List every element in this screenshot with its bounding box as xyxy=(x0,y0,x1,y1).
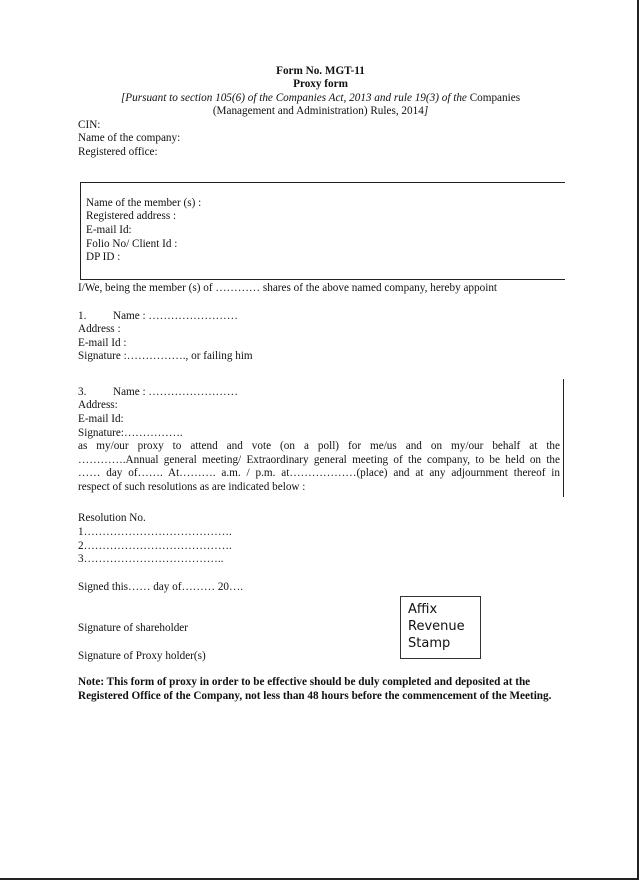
proxy3-number: 3. xyxy=(78,386,87,398)
member-address-label: Registered address : xyxy=(86,210,177,222)
member-folio-label: Folio No/ Client Id : xyxy=(86,238,178,250)
member-email-label: E-mail Id: xyxy=(86,224,132,236)
registered-office-label: Registered office: xyxy=(78,146,158,158)
form-rules-line xyxy=(0,105,641,119)
resolution-item: 2…………………………………. xyxy=(78,540,232,552)
member-name-label: Name of the member (s) : xyxy=(86,197,202,209)
form-name: Proxy form xyxy=(293,78,348,90)
appoint-line: I/We, being the member (s) of ………… shares of the above named company, hereby appoint xyxy=(78,282,498,294)
cin-label: CIN: xyxy=(78,119,101,131)
proxy1-email: E-mail Id : xyxy=(78,337,127,349)
attend-line-3: …… day of……. At………. a.m. / p.m. at………………(place) and at any adjournment thereof in xyxy=(78,467,560,479)
form-number: Form No. MGT-11 xyxy=(276,65,365,77)
proxy3-signature: Signature:……………. xyxy=(78,427,183,439)
signed-line: Signed this…… day of……… 20…. xyxy=(78,581,244,593)
stamp-line: Revenue xyxy=(408,619,465,634)
resolution-item: 1…………………………………. xyxy=(78,526,232,538)
rules-close: ] xyxy=(423,105,429,117)
resolution-item: 3……………………………….. xyxy=(78,553,224,565)
resolution-heading: Resolution No. xyxy=(78,512,146,524)
attend-line-1: as my/our proxy to attend and vote (on a poll) for me/us and on my/our behalf at the xyxy=(78,440,560,452)
shareholder-signature-label: Signature of shareholder xyxy=(78,622,188,634)
proxy1-signature: Signature :……………., or failing him xyxy=(78,350,253,362)
right-margin-rule xyxy=(563,379,564,497)
stamp-line: Stamp xyxy=(408,636,451,651)
form-pursuant-line xyxy=(0,92,641,106)
pursuant-upright: Companies xyxy=(466,92,521,104)
stamp-line: Affix xyxy=(408,602,438,617)
proxy3-email: E-mail Id: xyxy=(78,413,124,425)
attend-line-4: respect of such resolutions as are indicated below : xyxy=(78,481,306,493)
note-paragraph: Note: This form of proxy in order to be effective should be duly completed and deposited at the Registered Office of the Company, not less than 48 hours before the commencement of the Meeting. xyxy=(78,676,552,702)
proxy3-name: Name : …………………… xyxy=(113,386,238,398)
proxy1-number: 1. xyxy=(78,310,87,322)
proxy1-address: Address : xyxy=(78,323,121,335)
revenue-stamp-box xyxy=(400,596,481,659)
pursuant-italic: [Pursuant to section 105(6) of the Companies Act, 2013 and rule 19(3) of the xyxy=(120,92,467,104)
company-name-label: Name of the company: xyxy=(78,132,181,144)
proxy1-name: Name : …………………… xyxy=(113,310,238,322)
rules-upright: (Management and Administration) Rules, 2014 xyxy=(212,105,424,117)
proxy3-address: Address: xyxy=(78,399,118,411)
proxy-signature-label: Signature of Proxy holder(s) xyxy=(78,650,206,662)
attend-line-2: ………….Annual general meeting/ Extraordinary general meeting of the company, to be held on the xyxy=(78,454,560,466)
member-dp-label: DP ID : xyxy=(86,251,121,263)
